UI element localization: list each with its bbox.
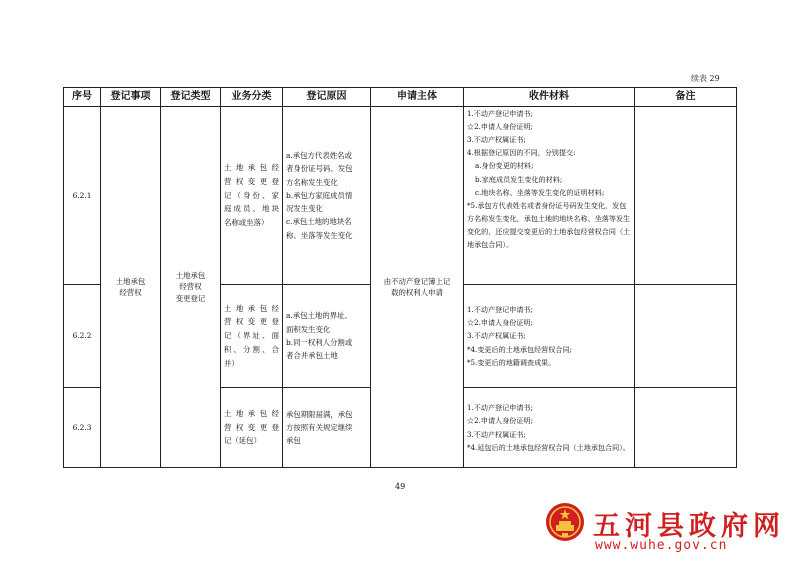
seq-cell: 6.2.2 bbox=[64, 285, 101, 388]
registration-item-cell bbox=[101, 107, 161, 468]
material-item: b.家庭成员发生变化的材料; bbox=[475, 174, 563, 184]
business-line: 名称或坐落） bbox=[224, 218, 269, 228]
reason-line: 承包 bbox=[286, 436, 301, 446]
continuation-label: 续表 29 bbox=[691, 74, 720, 83]
page-number: 49 bbox=[395, 482, 406, 491]
reason-line: 况发生变化 bbox=[286, 204, 323, 214]
reason-line: b.承包方家庭成员情 bbox=[286, 190, 353, 200]
business-line: 庭成员、地块 bbox=[224, 204, 279, 214]
reason-line: a.承包方代表姓名或 bbox=[286, 150, 352, 160]
business-line: 记（界址、面 bbox=[224, 331, 279, 341]
material-item: *4.变更后的土地承包经营权合同; bbox=[467, 344, 572, 354]
material-item: *4.延包后的土地承包经营权合同（土地承包合同）。 bbox=[467, 442, 630, 452]
registration-type-line: 经营权 bbox=[179, 282, 202, 292]
header-reason: 登记原因 bbox=[283, 88, 371, 107]
reason-cell bbox=[283, 107, 371, 285]
remark-cell bbox=[635, 107, 737, 285]
material-item: 4.根据登记原因的不同，分别提交: bbox=[467, 148, 576, 158]
business-line: 积、分割、合 bbox=[224, 344, 279, 354]
material-item: c.地块名称、坐落等发生变化的证明材料; bbox=[475, 187, 605, 197]
business-line: 营权变更登 bbox=[224, 176, 279, 186]
material-item: *5.承包方代表姓名或者身份证号码发生变化，发包方名称发生变化，承包土地的地块名称、坐落等发生变化的，还应提交变更后的土地承包经营权合同（土地承包合同）。 bbox=[467, 200, 631, 250]
applicant-line: 载的权利人申请 bbox=[391, 288, 443, 297]
header-type: 登记类型 bbox=[161, 88, 221, 107]
reason-line: 称、坐落等发生变化 bbox=[286, 230, 353, 240]
applicant-line: 由不动产登记簿上记 bbox=[383, 276, 451, 286]
material-item: 1.不动产登记申请书; bbox=[467, 305, 533, 315]
reason-line: c.承包土地的地块名 bbox=[286, 217, 352, 227]
site-url[interactable]: www.wuhe.gov.cn bbox=[595, 538, 728, 553]
material-item: a.身份变更的材料; bbox=[475, 161, 534, 171]
material-item: *5.变更后的地籍调查成果。 bbox=[467, 357, 556, 367]
material-item: ☆2.申请人身份证明; bbox=[467, 416, 533, 426]
business-line: 营权变更登 bbox=[224, 422, 279, 432]
registration-item-line: 土地承包 bbox=[115, 276, 146, 286]
registration-item-line: 经营权 bbox=[119, 288, 142, 297]
registration-type-line: 土地承包 bbox=[175, 270, 206, 280]
material-item: 3.不动产权属证书; bbox=[467, 429, 526, 439]
business-line: 土地承包经 bbox=[224, 303, 279, 313]
reason-line: a.承包土地的界址、 bbox=[286, 311, 352, 321]
reason-line: 者身份证号码、发包 bbox=[286, 164, 353, 174]
seq-cell: 6.2.3 bbox=[64, 388, 101, 468]
materials-cell bbox=[464, 285, 635, 388]
material-item: 3.不动产权属证书; bbox=[467, 331, 526, 341]
business-line: 土地承包经 bbox=[224, 408, 279, 418]
applicant-cell bbox=[371, 107, 464, 468]
reason-cell bbox=[283, 285, 371, 388]
business-line: 记（延包） bbox=[224, 436, 261, 446]
material-item: ☆2.申请人身份证明; bbox=[467, 122, 533, 132]
registration-type-line: 变更登记 bbox=[175, 293, 206, 303]
business-cell bbox=[221, 285, 283, 388]
business-cell bbox=[221, 107, 283, 285]
header-business: 业务分类 bbox=[221, 88, 283, 107]
reason-line: 面积发生变化 bbox=[286, 324, 331, 334]
reason-line: b.同一权利人分割或 bbox=[286, 338, 353, 347]
table-row bbox=[64, 107, 737, 285]
remark-cell bbox=[635, 388, 737, 468]
header-seq: 序号 bbox=[64, 88, 101, 107]
business-line: 营权变更登 bbox=[224, 317, 279, 327]
national-emblem-icon bbox=[545, 502, 585, 542]
header-item: 登记事项 bbox=[101, 88, 161, 107]
business-line: 土地承包经 bbox=[224, 163, 279, 173]
header-materials: 收件材料 bbox=[464, 88, 635, 107]
header-applicant: 申请主体 bbox=[371, 88, 464, 107]
reason-line: 方按照有关规定继续 bbox=[286, 422, 353, 432]
business-line: 记（身份、家 bbox=[224, 190, 279, 200]
materials-cell bbox=[464, 107, 635, 285]
seq-cell: 6.2.1 bbox=[64, 107, 101, 285]
registration-type-cell bbox=[161, 107, 221, 468]
registration-table bbox=[63, 87, 737, 468]
reason-line: 方名称发生变化 bbox=[286, 177, 338, 187]
site-name: 五河县政府网 bbox=[593, 511, 785, 542]
remark-cell bbox=[635, 285, 737, 388]
header-remark: 备注 bbox=[635, 88, 737, 107]
site-logo[interactable] bbox=[545, 502, 790, 558]
material-item: 3.不动产权属证书; bbox=[467, 135, 526, 145]
business-line: 并） bbox=[224, 358, 239, 368]
material-item: 1.不动产登记申请书; bbox=[467, 109, 533, 118]
materials-cell bbox=[464, 388, 635, 468]
business-cell bbox=[221, 388, 283, 468]
header-row bbox=[64, 88, 737, 107]
material-item: ☆2.申请人身份证明; bbox=[467, 318, 533, 328]
reason-line: 者合并承包土地 bbox=[286, 351, 338, 361]
reason-line: 承包期限届满，承包 bbox=[286, 409, 353, 419]
reason-cell bbox=[283, 388, 371, 468]
material-item: 1.不动产登记申请书; bbox=[467, 403, 533, 413]
